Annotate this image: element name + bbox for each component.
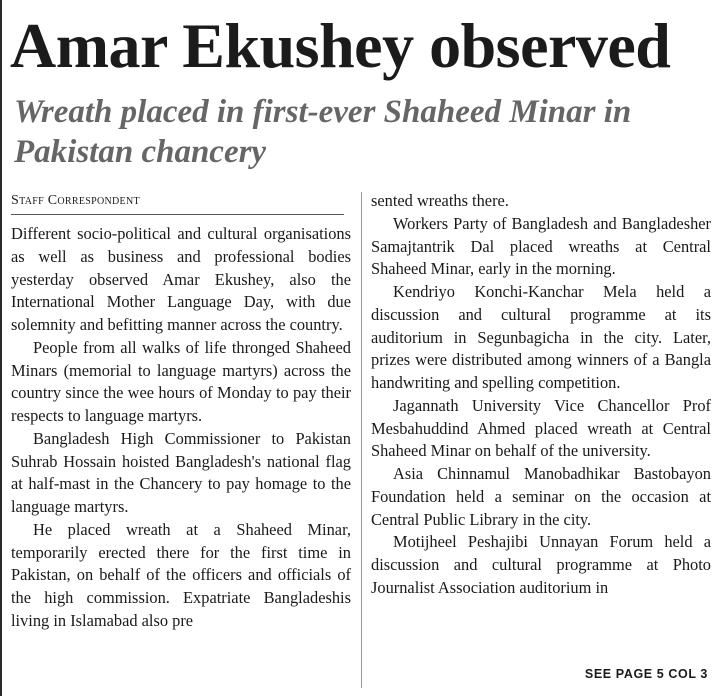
continuation-jump-line: SEE PAGE 5 COL 3 xyxy=(584,667,708,681)
article-column-left xyxy=(11,190,351,633)
paragraph: People from all walks of life thronged Shaheed Minars (memorial to language martyrs) across the country since the wee hours of Monday to pay their respects to language martyrs. xyxy=(11,337,351,425)
article-column-right xyxy=(371,190,711,600)
paragraph: He placed wreath at a Shaheed Minar, temporarily erected there for the first time in Pakistan, on behalf of the officers and officials of the high commission. Expatriate Bangladeshis living in Islamabad also pre xyxy=(11,519,351,630)
page-left-border xyxy=(0,0,2,696)
article-byline: Staff Correspondent xyxy=(11,190,344,215)
paragraph: Motijheel Peshajibi Unnayan Forum held a discussion and cultural programme at Photo Journalist Association auditorium in xyxy=(371,532,711,597)
paragraph: Asia Chinnamul Manobadhikar Bastobayon Foundation held a seminar on the occasion at Central Public Library in the city. xyxy=(371,464,711,529)
paragraph: Bangladesh High Commissioner to Pakistan Suhrab Hossain hoisted Bangladesh's national flag at half-mast in the Chancery to pay homage to the language martyrs. xyxy=(11,428,351,516)
paragraph-continued: sented wreaths there. xyxy=(371,191,509,210)
paragraph: Jagannath University Vice Chancellor Prof Mesbahuddind Ahmed placed wreath at Central Shaheed Minar on behalf of the university. xyxy=(371,395,711,461)
article-headline: Amar Ekushey observed xyxy=(10,10,671,81)
paragraph: Workers Party of Bangladesh and Bangladesher Samajtantrik Dal placed wreaths at Central Shaheed Minar, early in the morning. xyxy=(371,213,711,279)
column-divider xyxy=(361,192,362,688)
paragraph: Kendriyo Konchi-Kanchar Mela held a discussion and cultural programme at its auditorium in Segunbagicha in the city. Later, prizes were distributed among winners of a Bangla handwriting and spelling competition. xyxy=(371,282,711,392)
paragraph: Different socio-political and cultural organisations as well as business and professional bodies yesterday observed Amar Ekushey, also the International Mother Language Day, with due solemnity and befitting manner across the country. xyxy=(11,224,351,334)
article-subheadline: Wreath placed in first-ever Shaheed Minar in Pakistan chancery xyxy=(14,94,632,170)
